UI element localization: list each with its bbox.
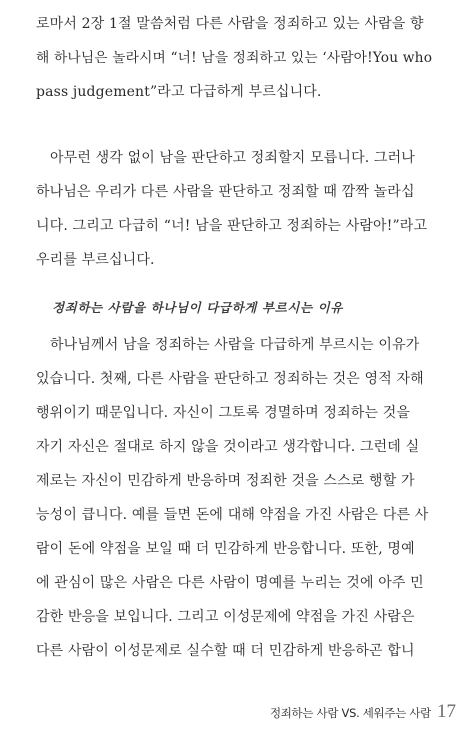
page-number: 17	[437, 701, 456, 722]
text-line: 해 하나님은 놀라시며 “너! 남을 정죄하고 있는 ‘사람아!You who	[36, 50, 433, 66]
text-line: 우리를 부르십니다.	[36, 252, 155, 268]
text-line: 니다. 그리고 다급히 “너! 남을 판단하고 정죄하는 사람아!”라고	[36, 218, 428, 234]
page-footer	[270, 701, 456, 723]
text-line: 다른 사람이 이성문제로 실수할 때 더 민감하게 반응하곤 합니	[36, 643, 415, 659]
text-line: 아무런 생각 없이 남을 판단하고 정죄할지 모릅니다. 그러나	[50, 150, 415, 166]
text-line: 하나님은 우리가 다른 사람을 판단하고 정죄할 때 깜짝 놀라십	[36, 184, 415, 200]
text-line: 행위이기 때문입니다. 자신이 그토록 경멸하며 정죄하는 것을	[36, 405, 411, 421]
text-line: 하나님께서 남을 정죄하는 사람을 다급하게 부르시는 이유가	[50, 337, 420, 353]
text-line: 제로는 자신이 민감하게 반응하며 정죄한 것을 스스로 행할 가	[36, 473, 415, 489]
text-line: 로마서 2장 1절 말씀처럼 다른 사람을 정죄하고 있는 사람을 향	[36, 16, 424, 32]
text-line: 능성이 큽니다. 예를 들면 돈에 대해 약점을 가진 사람은 다른 사	[36, 507, 429, 523]
text-line: 있습니다. 첫째, 다른 사람을 판단하고 정죄하는 것은 영적 자해	[36, 371, 424, 387]
section-heading: 정죄하는 사람을 하나님이 다급하게 부르시는 이유	[52, 300, 343, 315]
text-line: pass judgement”라고 다급하게 부르십니다.	[36, 84, 322, 100]
text-line: 자기 자신은 절대로 하지 않을 것이라고 생각합니다. 그런데 실	[36, 439, 420, 455]
text-line: 감한 반응을 보입니다. 그리고 이성문제에 약점을 가진 사람은	[36, 609, 415, 625]
paragraph-judging	[36, 148, 436, 284]
text-line: 에 관심이 많은 사람은 다른 사람이 명예를 누리는 것에 아주 민	[36, 575, 424, 591]
running-title: 정죄하는 사람 VS. 세워주는 사람	[269, 706, 431, 720]
paragraph-romans	[36, 14, 436, 116]
paragraph-reasons	[36, 335, 436, 675]
text-line: 람이 돈에 약점을 보일 때 더 민감하게 반응합니다. 또한, 명예	[36, 541, 415, 557]
